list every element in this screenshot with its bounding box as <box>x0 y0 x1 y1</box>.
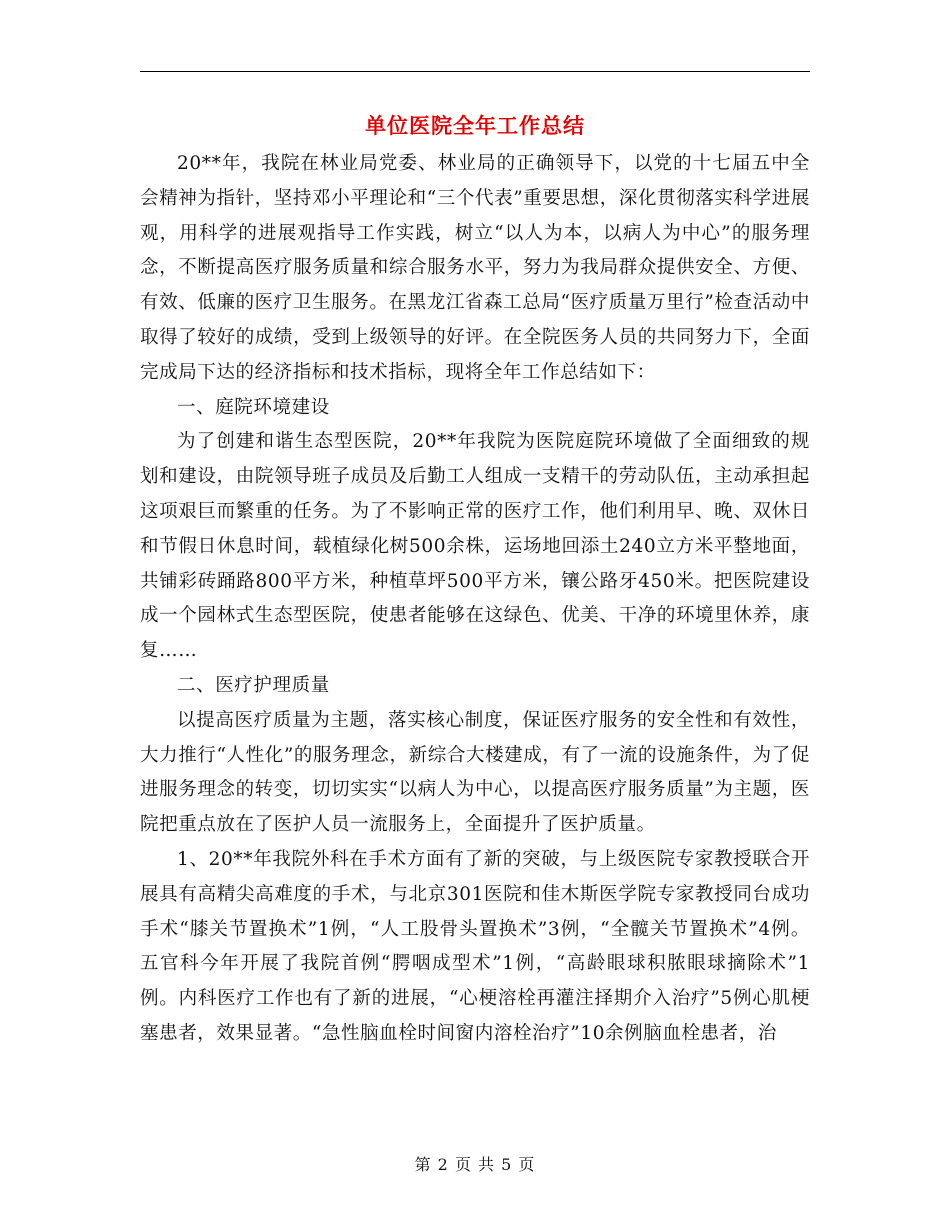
surgery-paragraph: 1、20**年我院外科在手术方面有了新的突破，与上级医院专家教授联合开展具有高精尖高难度的手术，与北京301医院和佳木斯医学院专家教授同台成功手术“膝关节置换术”1例，“人工股骨头置换术”3例，“全髋关节置换术”4例。五官科今年开展了我院首例“腭咽成型术”1例，“高龄眼球积脓眼球摘除术”1例。内科医疗工作也有了新的进展，“心梗溶栓再灌注择期介入治疗”5例心肌梗塞患者，效果显著。“急性脑血栓时间窗内溶栓治疗”10余例脑血栓患者，治 <box>140 848 810 1044</box>
intro-paragraph: 20**年，我院在林业局党委、林业局的正确领导下，以党的十七届五中全会精神为指针，坚持邓小平理论和“三个代表”重要思想，深化贯彻落实科学进展观，用科学的进展观指导工作实践，树立“以人为本，以病人为中心”的服务理念，不断提高医疗服务质量和综合服务水平，努力为我局群众提供安全、方便、有效、低廉的医疗卫生服务。在黑龙江省森工总局“医疗质量万里行”检查活动中取得了较好的成绩，受到上级领导的好评。在全院医务人员的共同努力下，全面完成局下达的经济指标和技术指标，现将全年工作总结如下： <box>140 153 810 383</box>
document-body <box>140 147 810 1052</box>
page-number: 第 2 页 共 5 页 <box>414 1155 536 1174</box>
header-rule <box>140 71 810 72</box>
courtyard-paragraph: 为了创建和谐生态型医院，20**年我院为医院庭院环境做了全面细致的规划和建设，由院领导班子成员及后勤工人组成一支精干的劳动队伍，主动承担起这项艰巨而繁重的任务。为了不影响正常的医疗工作，他们利用早、晚、双休日和节假日休息时间，载植绿化树500余株，运场地回添土240立方米平整地面，共铺彩砖踊路800平方米，种植草坪500平方米，镶公路牙450米。把医院建设成一个园林式生态型医院，使患者能够在这绿色、优美、干净的环境里休养，康复…… <box>140 431 810 662</box>
medical-quality-paragraph: 以提高医疗质量为主题，落实核心制度，保证医疗服务的安全性和有效性，大力推行“人性化”的服务理念，新综合大楼建成，有了一流的设施条件，为了促进服务理念的转变，切切实实“以病人为中心，以提高医疗服务质量”为主题，医院把重点放在了医护人员一流服务上，全面提升了医护质量。 <box>140 709 810 836</box>
document-title: 单位医院全年工作总结 <box>365 113 585 138</box>
section-heading-courtyard: 一、庭院环境建设 <box>177 396 330 418</box>
section-heading-medical-quality: 二、医疗护理质量 <box>177 674 330 696</box>
